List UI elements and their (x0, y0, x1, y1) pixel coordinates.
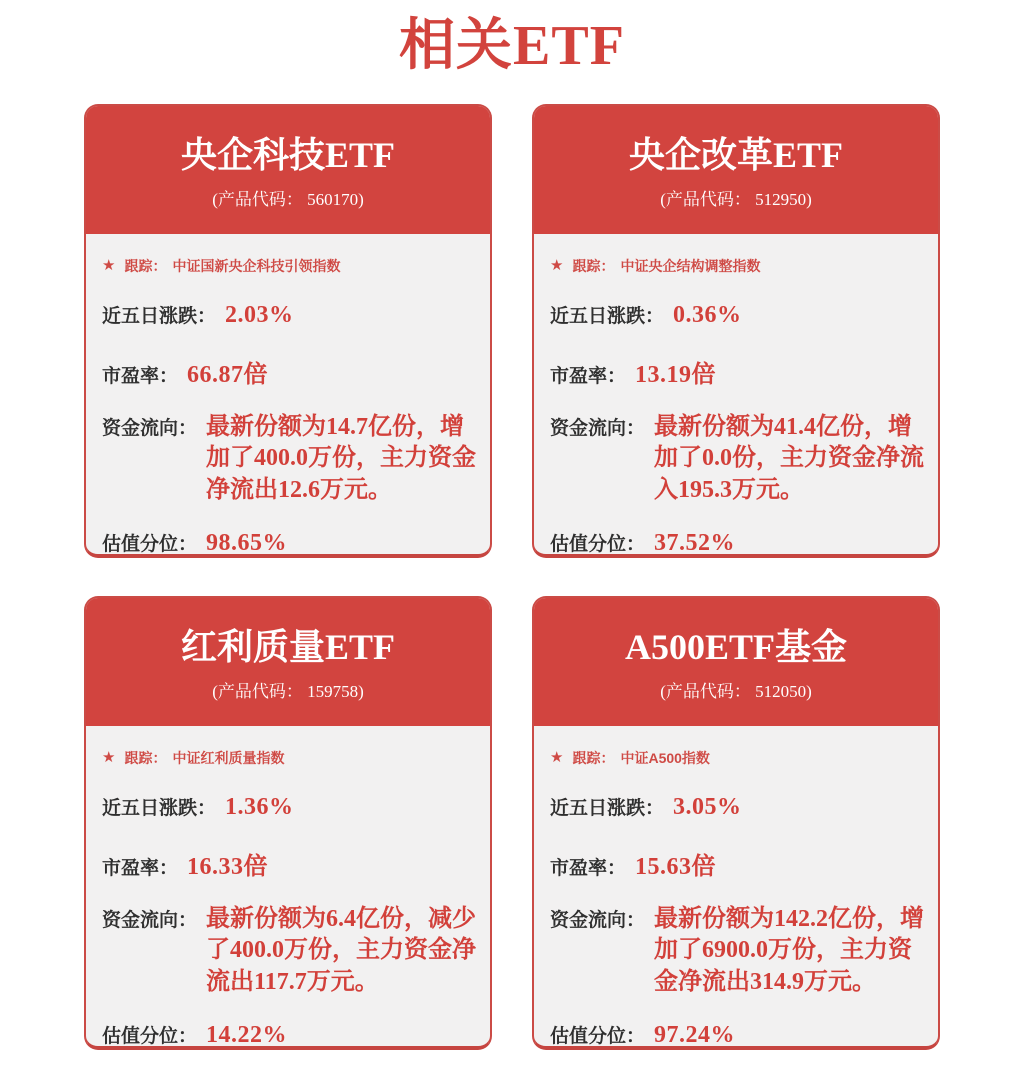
valuation-row (550, 529, 924, 557)
etf-name: 红利质量ETF (180, 626, 395, 667)
tracking-index: 中证央企结构调整指数 (620, 257, 761, 274)
change5d-label: 近五日涨跌： (102, 797, 217, 819)
pe-row (102, 354, 476, 389)
change5d-label: 近五日涨跌： (550, 797, 665, 819)
change5d-row (102, 301, 476, 329)
tracking-row (102, 256, 476, 276)
flow-row (550, 412, 924, 507)
etf-card-512050 (532, 596, 940, 1050)
tracking-label: 跟踪： (124, 257, 167, 274)
pe-value: 16.33倍 (187, 853, 269, 880)
page-title: 相关ETF (399, 15, 625, 77)
card-body (86, 234, 490, 557)
change5d-value: 2.03% (225, 301, 294, 328)
etf-name: A500ETF基金 (624, 626, 847, 667)
flow-row (102, 904, 476, 999)
valuation-row (550, 1021, 924, 1049)
change5d-row (102, 793, 476, 821)
tracking-label: 跟踪： (572, 749, 615, 766)
flow-label: 资金流向： (102, 417, 198, 439)
etf-card-560170 (84, 104, 492, 558)
change5d-value: 0.36% (673, 301, 742, 328)
flow-value: 最新份额为14.7亿份，增加了400.0万份，主力资金净流出12.6万元。 (206, 413, 477, 503)
valuation-value: 98.65% (206, 529, 288, 556)
star-icon: ★ (550, 257, 564, 275)
pe-row (550, 846, 924, 881)
card-body (534, 726, 938, 1049)
change5d-label: 近五日涨跌： (550, 305, 665, 327)
flow-label: 资金流向： (102, 909, 198, 931)
etf-card-512950 (532, 104, 940, 558)
valuation-label: 估值分位： (102, 533, 198, 555)
card-header (534, 598, 938, 726)
card-body (534, 234, 938, 557)
tracking-row (550, 748, 924, 768)
tracking-label: 跟踪： (572, 257, 615, 274)
flow-label: 资金流向： (550, 417, 646, 439)
star-icon: ★ (102, 257, 116, 275)
valuation-value: 97.24% (654, 1021, 736, 1048)
pe-value: 66.87倍 (187, 361, 269, 388)
pe-value: 15.63倍 (635, 853, 717, 880)
star-icon: ★ (102, 749, 116, 767)
flow-value: 最新份额为41.4亿份，增加了0.0份，主力资金净流入195.3万元。 (654, 413, 925, 503)
tracking-row (102, 748, 476, 768)
valuation-value: 37.52% (654, 529, 736, 556)
change5d-value: 1.36% (225, 793, 294, 820)
change5d-value: 3.05% (673, 793, 742, 820)
etf-product-code: (产品代码： 512950) (660, 189, 812, 209)
flow-row (550, 904, 924, 999)
tracking-index: 中证国新央企科技引领指数 (172, 257, 341, 274)
etf-card-grid (0, 104, 1024, 1050)
etf-name: 央企科技ETF (180, 134, 395, 175)
etf-product-code: (产品代码： 512050) (660, 681, 812, 701)
valuation-row (102, 529, 476, 557)
pe-label: 市盈率： (102, 365, 179, 387)
valuation-label: 估值分位： (102, 1025, 198, 1047)
valuation-label: 估值分位： (550, 1025, 646, 1047)
card-header (86, 106, 490, 234)
flow-label: 资金流向： (550, 909, 646, 931)
etf-name: 央企改革ETF (628, 134, 843, 175)
tracking-row (550, 256, 924, 276)
etf-product-code: (产品代码： 159758) (212, 681, 364, 701)
pe-label: 市盈率： (102, 857, 179, 879)
pe-row (102, 846, 476, 881)
change5d-label: 近五日涨跌： (102, 305, 217, 327)
pe-row (550, 354, 924, 389)
etf-card-159758 (84, 596, 492, 1050)
card-header (86, 598, 490, 726)
star-icon: ★ (550, 749, 564, 767)
etf-product-code: (产品代码： 560170) (212, 189, 364, 209)
pe-value: 13.19倍 (635, 361, 717, 388)
flow-value: 最新份额为142.2亿份，增加了6900.0万份，主力资金净流出314.9万元。 (654, 905, 925, 995)
change5d-row (550, 793, 924, 821)
tracking-label: 跟踪： (124, 749, 167, 766)
tracking-index: 中证A500指数 (620, 749, 710, 766)
card-header (534, 106, 938, 234)
change5d-row (550, 301, 924, 329)
valuation-value: 14.22% (206, 1021, 288, 1048)
valuation-row (102, 1021, 476, 1049)
pe-label: 市盈率： (550, 857, 627, 879)
card-body (86, 726, 490, 1049)
tracking-index: 中证红利质量指数 (172, 749, 285, 766)
flow-value: 最新份额为6.4亿份，减少了400.0万份，主力资金净流出117.7万元。 (206, 905, 477, 995)
flow-row (102, 412, 476, 507)
valuation-label: 估值分位： (550, 533, 646, 555)
pe-label: 市盈率： (550, 365, 627, 387)
